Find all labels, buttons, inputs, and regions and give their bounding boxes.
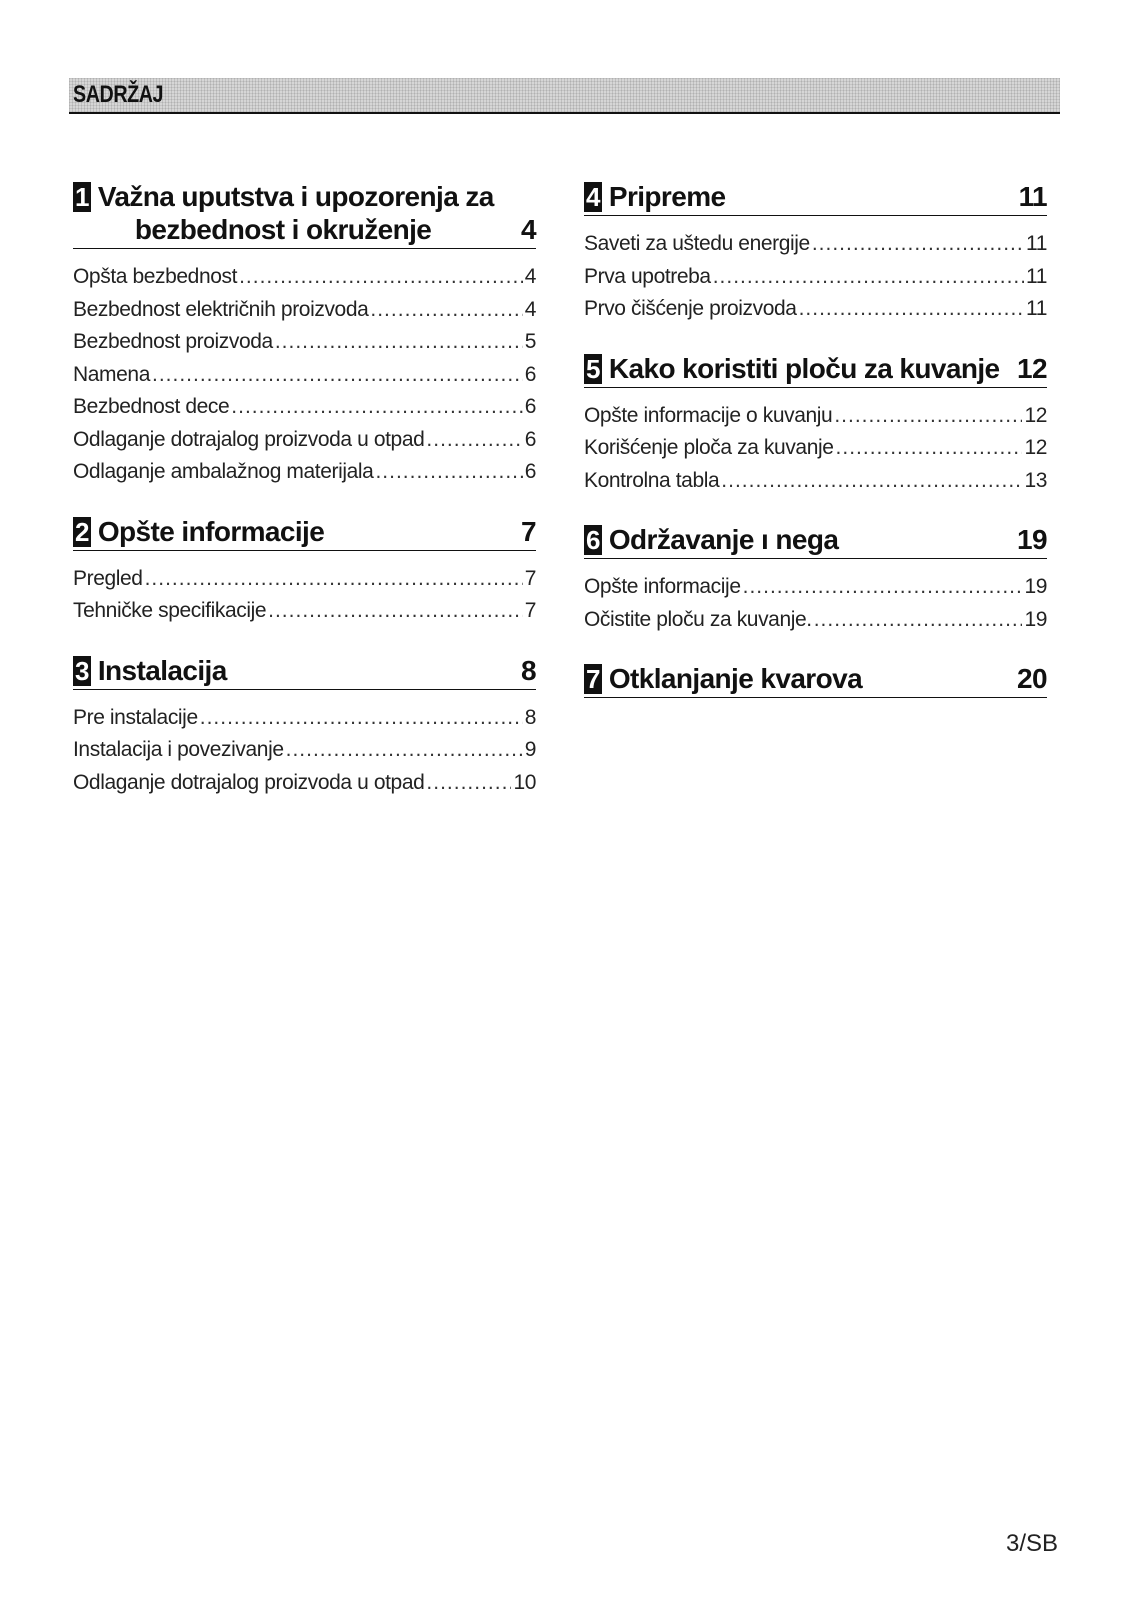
- entry-page: 12: [1024, 436, 1047, 459]
- section-heading-5[interactable]: [584, 352, 1047, 388]
- entry-label: Korišćenje ploča za kuvanje: [584, 436, 834, 459]
- dot-leader: [275, 326, 523, 359]
- toc-entry[interactable]: [584, 571, 1047, 604]
- entry-label: Instalacija i povezivanje: [73, 738, 284, 761]
- entry-label: Pre instalacije: [73, 705, 198, 729]
- section-page-number: 12: [1017, 352, 1047, 384]
- section-title: Instalacija: [97, 654, 227, 686]
- entry-label: Bezbednost električnih proizvoda: [73, 297, 369, 321]
- toc-section-4: [584, 180, 1047, 326]
- entry-label: Pregled: [73, 566, 143, 590]
- dot-leader: [231, 391, 522, 424]
- section-number-badge: 3: [75, 655, 89, 686]
- entry-label: Kontrolna tabla: [584, 468, 720, 492]
- section-heading-7[interactable]: [584, 662, 1047, 698]
- section-heading-1[interactable]: [73, 180, 536, 249]
- dot-leader: [375, 456, 522, 489]
- dot-leader: [743, 571, 1023, 604]
- page-number: 3/SB: [1005, 1530, 1058, 1557]
- entry-page: 11: [1026, 264, 1047, 288]
- toc-entry[interactable]: [73, 359, 536, 392]
- entry-label: Opšta bezbednost: [73, 265, 238, 288]
- toc-entry[interactable]: [73, 595, 536, 628]
- dot-leader: [426, 767, 511, 800]
- entry-label: Opšte informacije o kuvanju: [584, 403, 833, 427]
- section-number-badge: 5: [586, 353, 600, 384]
- toc-entry[interactable]: [73, 767, 536, 800]
- toc-left-column: [73, 180, 536, 799]
- toc-section-2: [73, 515, 536, 628]
- toc-entry[interactable]: [584, 228, 1047, 261]
- entry-page: 8: [524, 705, 536, 729]
- toc-entry[interactable]: [73, 294, 536, 327]
- section-heading-3[interactable]: [73, 654, 536, 690]
- entry-label: Odlaganje dotrajalog proizvoda u otpad: [73, 427, 425, 451]
- contents-header-bar: [69, 78, 1060, 114]
- toc-section-7: [584, 662, 1047, 698]
- toc-entry[interactable]: [584, 465, 1047, 498]
- dot-leader: [200, 702, 523, 735]
- entry-page: 6: [524, 395, 536, 418]
- toc-entry[interactable]: [73, 391, 536, 424]
- entry-page: 19: [1024, 575, 1047, 598]
- section-title-line2: bezbednost i okruženje: [134, 214, 432, 245]
- section-title: Pripreme: [608, 181, 726, 212]
- toc-entry[interactable]: [73, 702, 536, 735]
- section-entries: [584, 571, 1047, 636]
- section-title-line2-row: [98, 213, 536, 246]
- entry-page: 4: [524, 297, 536, 321]
- toc-entry[interactable]: [73, 563, 536, 596]
- section-entries: [73, 261, 536, 489]
- toc-entry[interactable]: [73, 326, 536, 359]
- entry-label: Očistite ploču za kuvanje.: [584, 607, 812, 631]
- section-heading-2[interactable]: [73, 515, 536, 551]
- toc-section-1: [73, 180, 536, 489]
- section-entries: [584, 400, 1047, 498]
- toc-entry[interactable]: [584, 432, 1047, 465]
- section-number-badge: 4: [586, 182, 600, 212]
- section-entries: [73, 563, 536, 628]
- dot-leader: [814, 604, 1023, 637]
- dot-leader: [268, 595, 523, 628]
- toc-entry[interactable]: [73, 424, 536, 457]
- toc-entry[interactable]: [73, 734, 536, 767]
- dot-leader: [152, 359, 523, 392]
- section-page-number: 20: [1017, 663, 1047, 694]
- entry-page: 7: [524, 566, 536, 590]
- dot-leader: [721, 465, 1022, 498]
- toc-entry[interactable]: [73, 456, 536, 489]
- entry-page: 11: [1026, 297, 1047, 320]
- section-page-number: 7: [521, 515, 536, 547]
- toc-entry[interactable]: [584, 604, 1047, 637]
- entry-label: Bezbednost proizvoda: [73, 330, 273, 353]
- contents-title: SADRŽAJ: [73, 81, 164, 108]
- entry-page: 11: [1026, 232, 1047, 255]
- dot-leader: [426, 424, 522, 457]
- entry-page: 7: [524, 599, 536, 622]
- section-number-badge: 6: [586, 525, 600, 555]
- dot-leader: [836, 432, 1023, 465]
- section-title: Opšte informacije: [97, 515, 325, 547]
- section-entries: [73, 702, 536, 800]
- entry-label: Namena: [73, 362, 150, 386]
- section-number-badge: 1: [75, 182, 89, 212]
- entry-label: Prvo čišćenje proizvoda: [584, 297, 797, 320]
- toc-entry[interactable]: [584, 293, 1047, 326]
- section-heading-6[interactable]: [584, 523, 1047, 559]
- entry-page: 9: [524, 738, 536, 761]
- dot-leader: [812, 228, 1024, 261]
- entry-page: 6: [524, 362, 536, 386]
- entry-page: 10: [513, 770, 536, 794]
- entry-label: Prva upotreba: [584, 264, 711, 288]
- section-title: Održavanje ı nega: [608, 524, 839, 555]
- section-number-badge: 7: [586, 664, 600, 694]
- entry-page: 4: [524, 265, 536, 288]
- section-title: Otklanjanje kvarova: [608, 663, 863, 694]
- entry-label: Tehničke specifikacije: [73, 599, 267, 622]
- section-number-badge: 2: [75, 516, 89, 547]
- section-page-number: 8: [521, 654, 536, 686]
- toc-right-column: [584, 180, 1047, 698]
- section-page-number: 11: [1018, 181, 1047, 212]
- dot-leader: [239, 261, 523, 294]
- entry-label: Odlaganje dotrajalog proizvoda u otpad: [73, 770, 425, 794]
- dot-leader: [799, 293, 1024, 326]
- toc-entry[interactable]: [584, 261, 1047, 294]
- entry-page: 6: [524, 460, 536, 483]
- entry-page: 19: [1024, 607, 1047, 631]
- toc-section-5: [584, 352, 1047, 498]
- entry-label: Opšte informacije: [584, 575, 741, 598]
- entry-page: 12: [1024, 403, 1047, 427]
- section-entries: [584, 228, 1047, 326]
- entry-label: Bezbednost dece: [73, 395, 230, 418]
- entry-page: 6: [524, 427, 536, 451]
- section-title: Kako koristiti ploču za kuvanje: [608, 352, 1000, 384]
- entry-label: Odlaganje ambalažnog materijala: [73, 460, 374, 483]
- section-page-number: 4: [521, 214, 536, 245]
- entry-page: 13: [1024, 468, 1047, 492]
- dot-leader: [370, 294, 522, 327]
- section-heading-4[interactable]: [584, 180, 1047, 216]
- dot-leader: [286, 734, 523, 767]
- entry-page: 5: [524, 330, 536, 353]
- toc-entry[interactable]: [584, 400, 1047, 433]
- dot-leader: [713, 261, 1024, 294]
- toc-section-3: [73, 654, 536, 800]
- section-title: [98, 180, 536, 246]
- toc-section-6: [584, 523, 1047, 636]
- entry-label: Saveti za uštedu energije: [584, 232, 810, 255]
- dot-leader: [834, 400, 1022, 433]
- dot-leader: [145, 563, 523, 596]
- section-page-number: 19: [1017, 524, 1047, 555]
- toc-entry[interactable]: [73, 261, 536, 294]
- section-title-line1: Važna uputstva i upozorenja za: [97, 181, 494, 212]
